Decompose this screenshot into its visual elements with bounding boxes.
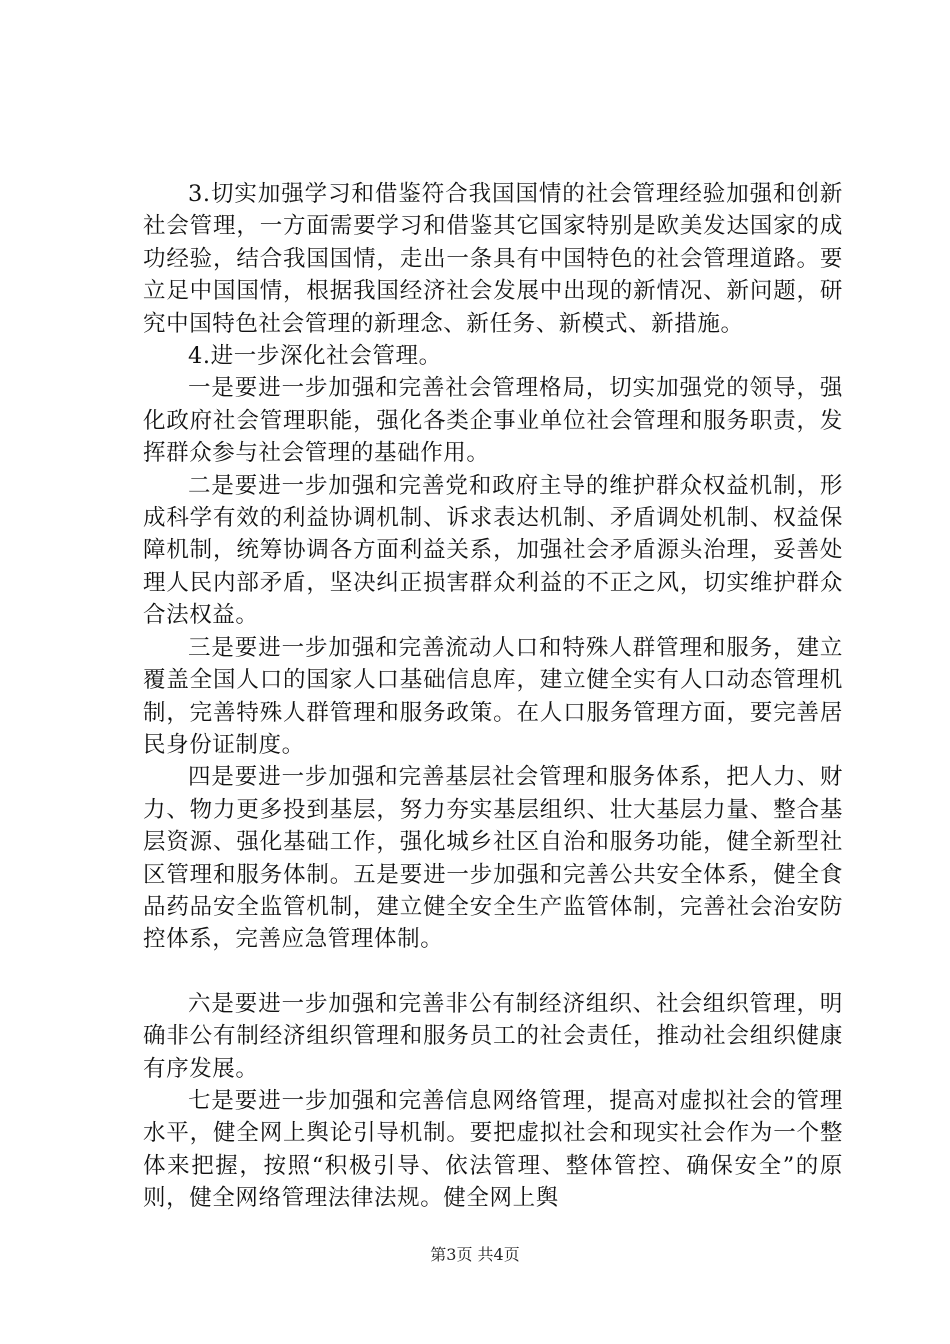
page-number-footer: 第3页 共4页 [430, 1245, 520, 1264]
paragraph-3-learning: 3.切实加强学习和借鉴符合我国国情的社会管理经验加强和创新社会管理，一方面需要学习和借鉴其它国家特别是欧美发达国家的成功经验，结合我国国情，走出一条具有中国特色的社会管理道路。要立足中国国情，根据我国经济社会发展中出现的新情况、新问题，研究中国特色社会管理的新理念、新任务、新模式、新措施。 [143, 181, 843, 337]
paragraph-item-3: 三是要进一步加强和完善流动人口和特殊人群管理和服务，建立覆盖全国人口的国家人口基础信息库，建立健全实有人口动态管理机制，完善特殊人群管理和服务政策。在人口服务管理方面，要完善居民身份证制度。 [143, 634, 843, 758]
paragraph-item-2: 二是要进一步加强和完善党和政府主导的维护群众权益机制，形成科学有效的利益协调机制、诉求表达机制、矛盾调处机制、权益保障机制，统筹协调各方面利益关系，加强社会矛盾源头治理，妥善处理人民内部矛盾，坚决纠正损害群众利益的不正之风，切实维护群众合法权益。 [143, 472, 843, 629]
paragraph-item-7: 七是要进一步加强和完善信息网络管理，提高对虚拟社会的管理水平，健全网上舆论引导机制。要把虚拟社会和现实社会作为一个整体来把握，按照“积极引导、依法管理、整体管控、确保安全”的原则，健全网络管理法律法规。健全网上舆 [143, 1087, 843, 1212]
paragraph-item-6: 六是要进一步加强和完善非公有制经济组织、社会组织管理，明确非公有制经济组织管理和服务员工的社会责任，推动社会组织健康有序发展。 [143, 990, 843, 1082]
paragraph-item-4-5: 四是要进一步加强和完善基层社会管理和服务体系，把人力、财力、物力更多投到基层，努力夯实基层组织、壮大基层力量、整合基层资源、强化基础工作，强化城乡社区自治和服务功能，健全新型社区管理和服务体制。五是要进一步加强和完善公共安全体系，健全食品药品安全监管机制，建立健全安全生产监管体制，完善社会治安防控体系，完善应急管理体制。 [143, 764, 843, 953]
paragraph-item-1: 一是要进一步加强和完善社会管理格局，切实加强党的领导，强化政府社会管理职能，强化各类企事业单位社会管理和服务职责，发挥群众参与社会管理的基础作用。 [143, 375, 843, 467]
document-body [143, 178, 843, 1215]
paragraph-4-heading: 4.进一步深化社会管理。 [188, 343, 442, 370]
